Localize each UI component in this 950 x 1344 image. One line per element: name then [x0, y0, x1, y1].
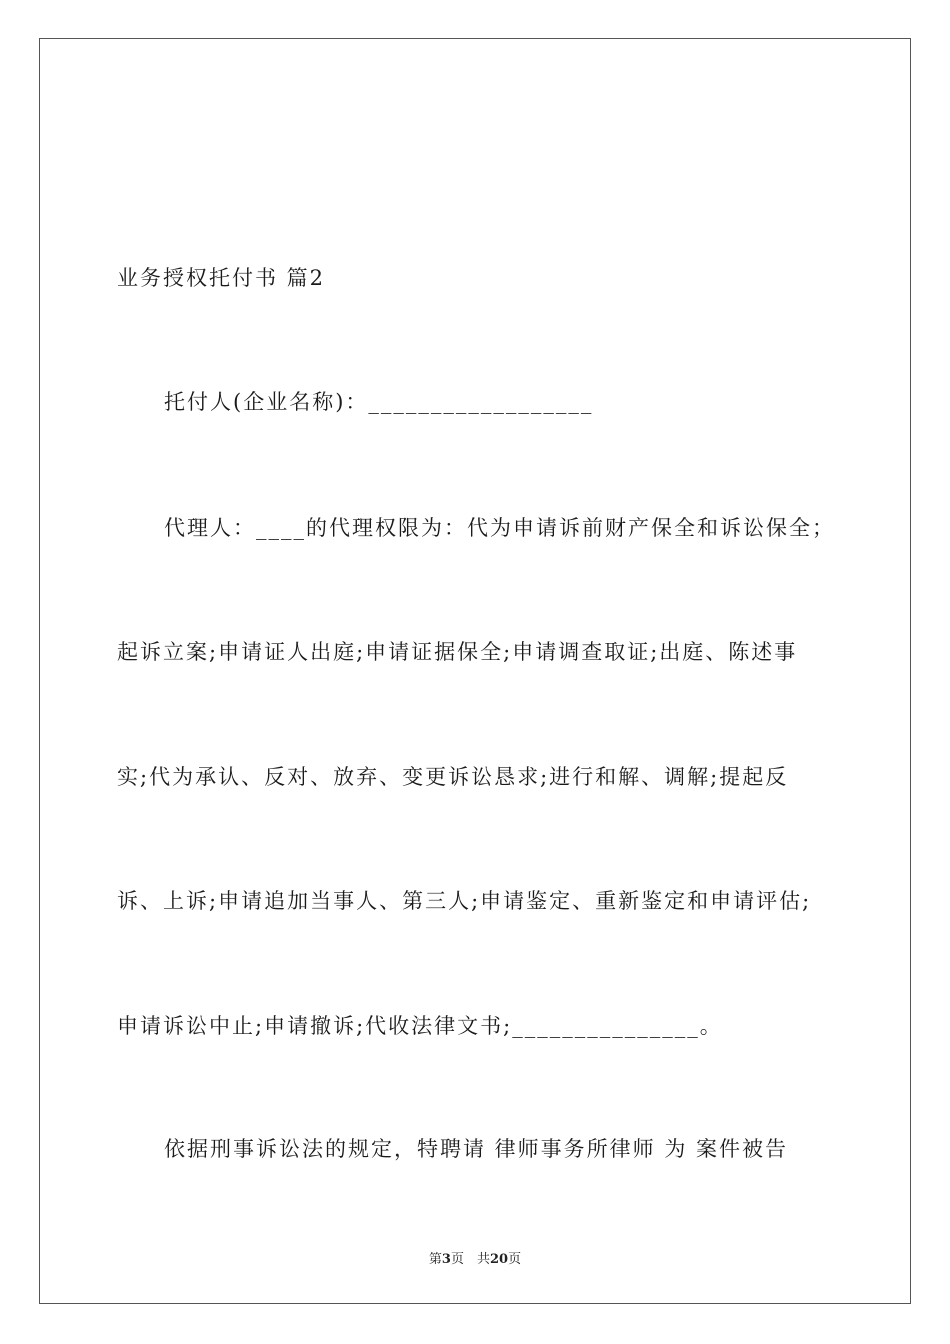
footer-mid: 页 共: [450, 1252, 490, 1267]
paragraph-line: 依据刑事诉讼法的规定，特聘请 律师事务所律师 为 案件被告: [164, 1137, 789, 1161]
footer-suffix: 页: [508, 1252, 522, 1267]
paragraph-line: 诉、上诉;申请追加当事人、第三人;申请鉴定、重新鉴定和申请评估;: [117, 889, 812, 913]
document-title: 业务授权托付书 篇2: [117, 266, 326, 290]
total-page-number: 20: [489, 1252, 509, 1267]
page-footer: [0, 1248, 950, 1267]
paragraph-line: 起诉立案;申请证人出庭;申请证据保全;申请调查取证;出庭、陈述事: [117, 640, 798, 664]
paragraph-line: 代理人：____的代理权限为：代为申请诉前财产保全和诉讼保全；: [164, 516, 835, 540]
current-page-number: 3: [441, 1252, 451, 1267]
page-border: [39, 38, 911, 1304]
paragraph-line: 申请诉讼中止;申请撤诉;代收法律文书;_______________。: [117, 1014, 723, 1038]
paragraph-line: 托付人(企业名称)：__________________: [164, 390, 594, 414]
paragraph-line: 实;代为承认、反对、放弃、变更诉讼恳求;进行和解、调解;提起反: [117, 765, 789, 789]
footer-prefix: 第: [428, 1252, 442, 1267]
